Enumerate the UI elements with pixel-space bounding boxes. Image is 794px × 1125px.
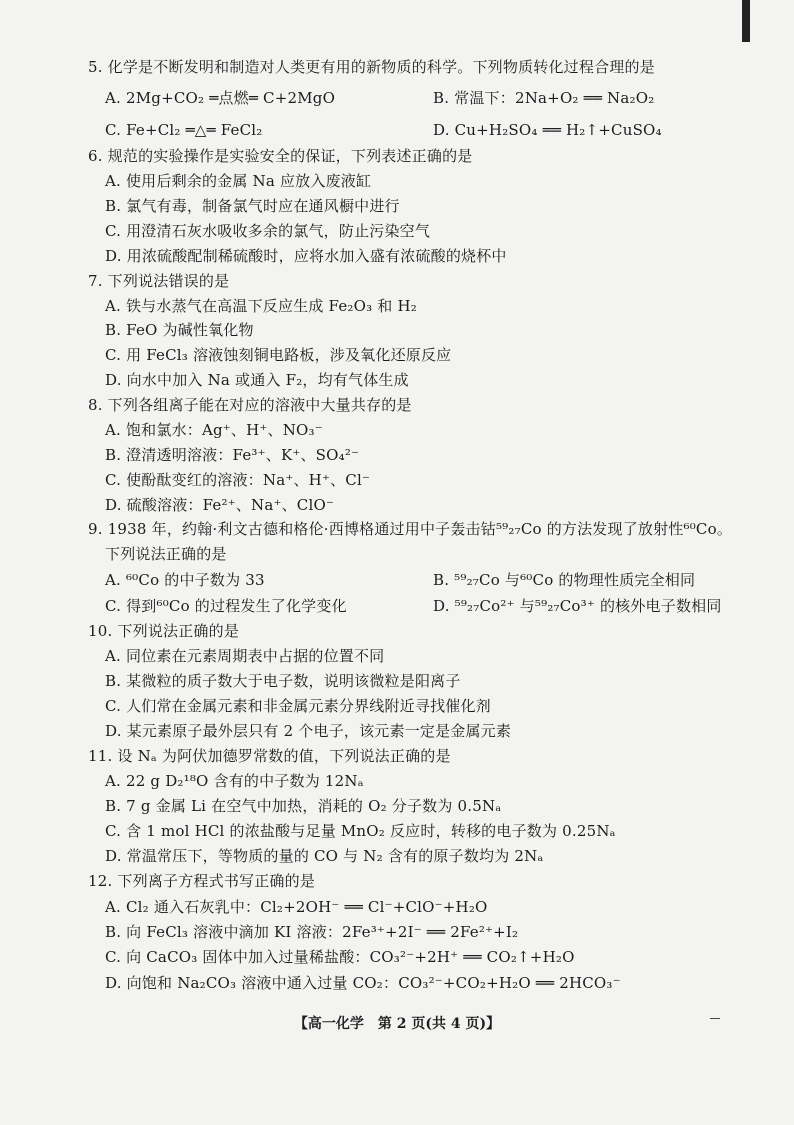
question-9-option-b: B. ⁵⁹₂₇Co 与⁶⁰Co 的物理性质完全相同: [433, 571, 696, 589]
question-11-option-a: A. 22 g D₂¹⁸O 含有的中子数为 12Nₐ: [105, 772, 364, 790]
question-7-option-b: B. FeO 为碱性氧化物: [105, 321, 254, 339]
question-12-stem: 12. 下列离子方程式书写正确的是: [88, 872, 316, 890]
question-9-stem-continued: 下列说法正确的是: [105, 545, 227, 563]
question-5-option-b: B. 常温下：2Na+O₂ ══ Na₂O₂: [433, 89, 655, 107]
question-5-stem: 5. 化学是不断发明和制造对人类更有用的新物质的科学。下列物质转化过程合理的是: [88, 58, 655, 76]
question-12-option-a: A. Cl₂ 通入石灰乳中：Cl₂+2OH⁻ ══ Cl⁻+ClO⁻+H₂O: [105, 898, 488, 916]
question-8-option-b: B. 澄清透明溶液：Fe³⁺、K⁺、SO₄²⁻: [105, 446, 360, 464]
question-8-stem: 8. 下列各组离子能在对应的溶液中大量共存的是: [88, 396, 412, 414]
question-5-option-c: C. Fe+Cl₂ ═△═ FeCl₂: [105, 121, 263, 139]
question-11-stem: 11. 设 Nₐ 为阿伏加德罗常数的值，下列说法正确的是: [88, 747, 451, 765]
question-10-stem: 10. 下列说法正确的是: [88, 622, 240, 640]
question-7-stem: 7. 下列说法错误的是: [88, 272, 230, 290]
question-7-option-c: C. 用 FeCl₃ 溶液蚀刻铜电路板，涉及氧化还原反应: [105, 346, 452, 364]
question-5-option-a: A. 2Mg+CO₂ ═点燃═ C+2MgO: [105, 89, 336, 107]
question-8-option-a: A. 饱和氯水：Ag⁺、H⁺、NO₃⁻: [105, 421, 323, 439]
question-7-option-d: D. 向水中加入 Na 或通入 F₂，均有气体生成: [105, 371, 409, 389]
question-9-option-d: D. ⁵⁹₂₇Co²⁺ 与⁵⁹₂₇Co³⁺ 的核外电子数相同: [433, 597, 722, 615]
question-10-option-a: A. 同位素在元素周期表中占据的位置不同: [105, 647, 385, 665]
question-10-option-d: D. 某元素原子最外层只有 2 个电子，该元素一定是金属元素: [105, 722, 512, 740]
question-7-option-a: A. 铁与水蒸气在高温下反应生成 Fe₂O₃ 和 H₂: [105, 297, 417, 315]
corner-dash-mark: [710, 1018, 720, 1019]
question-6-option-a: A. 使用后剩余的金属 Na 应放入废液缸: [105, 172, 372, 190]
scan-edge-mark: [742, 0, 750, 42]
question-6-option-b: B. 氯气有毒，制备氯气时应在通风橱中进行: [105, 197, 400, 215]
page-footer: 【高一化学 第 2 页(共 4 页)】: [293, 1016, 501, 1032]
question-10-option-b: B. 某微粒的质子数大于电子数，说明该微粒是阳离子: [105, 672, 461, 690]
question-8-option-c: C. 使酚酞变红的溶液：Na⁺、H⁺、Cl⁻: [105, 471, 371, 489]
question-9-option-a: A. ⁶⁰Co 的中子数为 33: [105, 571, 265, 589]
question-5-option-d: D. Cu+H₂SO₄ ══ H₂↑+CuSO₄: [433, 121, 662, 139]
question-9-option-c: C. 得到⁶⁰Co 的过程发生了化学变化: [105, 597, 347, 615]
question-9-stem: 9. 1938 年，约翰·利文古德和格伦·西博格通过用中子轰击钴⁵⁹₂₇Co 的方法发现了放射性⁶⁰Co。: [88, 520, 733, 538]
question-8-option-d: D. 硫酸溶液：Fe²⁺、Na⁺、ClO⁻: [105, 496, 335, 514]
question-12-option-d: D. 向饱和 Na₂CO₃ 溶液中通入过量 CO₂：CO₃²⁻+CO₂+H₂O ══ 2HCO₃⁻: [105, 974, 621, 992]
question-12-option-c: C. 向 CaCO₃ 固体中加入过量稀盐酸：CO₃²⁻+2H⁺ ══ CO₂↑+H₂O: [105, 948, 575, 966]
question-6-stem: 6. 规范的实验操作是实验安全的保证，下列表述正确的是: [88, 147, 473, 165]
question-10-option-c: C. 人们常在金属元素和非金属元素分界线附近寻找催化剂: [105, 697, 491, 715]
question-11-option-b: B. 7 g 金属 Li 在空气中加热，消耗的 O₂ 分子数为 0.5Nₐ: [105, 797, 502, 815]
question-6-option-c: C. 用澄清石灰水吸收多余的氯气，防止污染空气: [105, 222, 431, 240]
question-11-option-d: D. 常温常压下，等物质的量的 CO 与 N₂ 含有的原子数均为 2Nₐ: [105, 847, 544, 865]
question-11-option-c: C. 含 1 mol HCl 的浓盐酸与足量 MnO₂ 反应时，转移的电子数为 0.25Nₐ: [105, 822, 616, 840]
question-6-option-d: D. 用浓硫酸配制稀硫酸时，应将水加入盛有浓硫酸的烧杯中: [105, 247, 507, 265]
question-12-option-b: B. 向 FeCl₃ 溶液中滴加 KI 溶液：2Fe³⁺+2I⁻ ══ 2Fe²⁺+I₂: [105, 923, 519, 941]
